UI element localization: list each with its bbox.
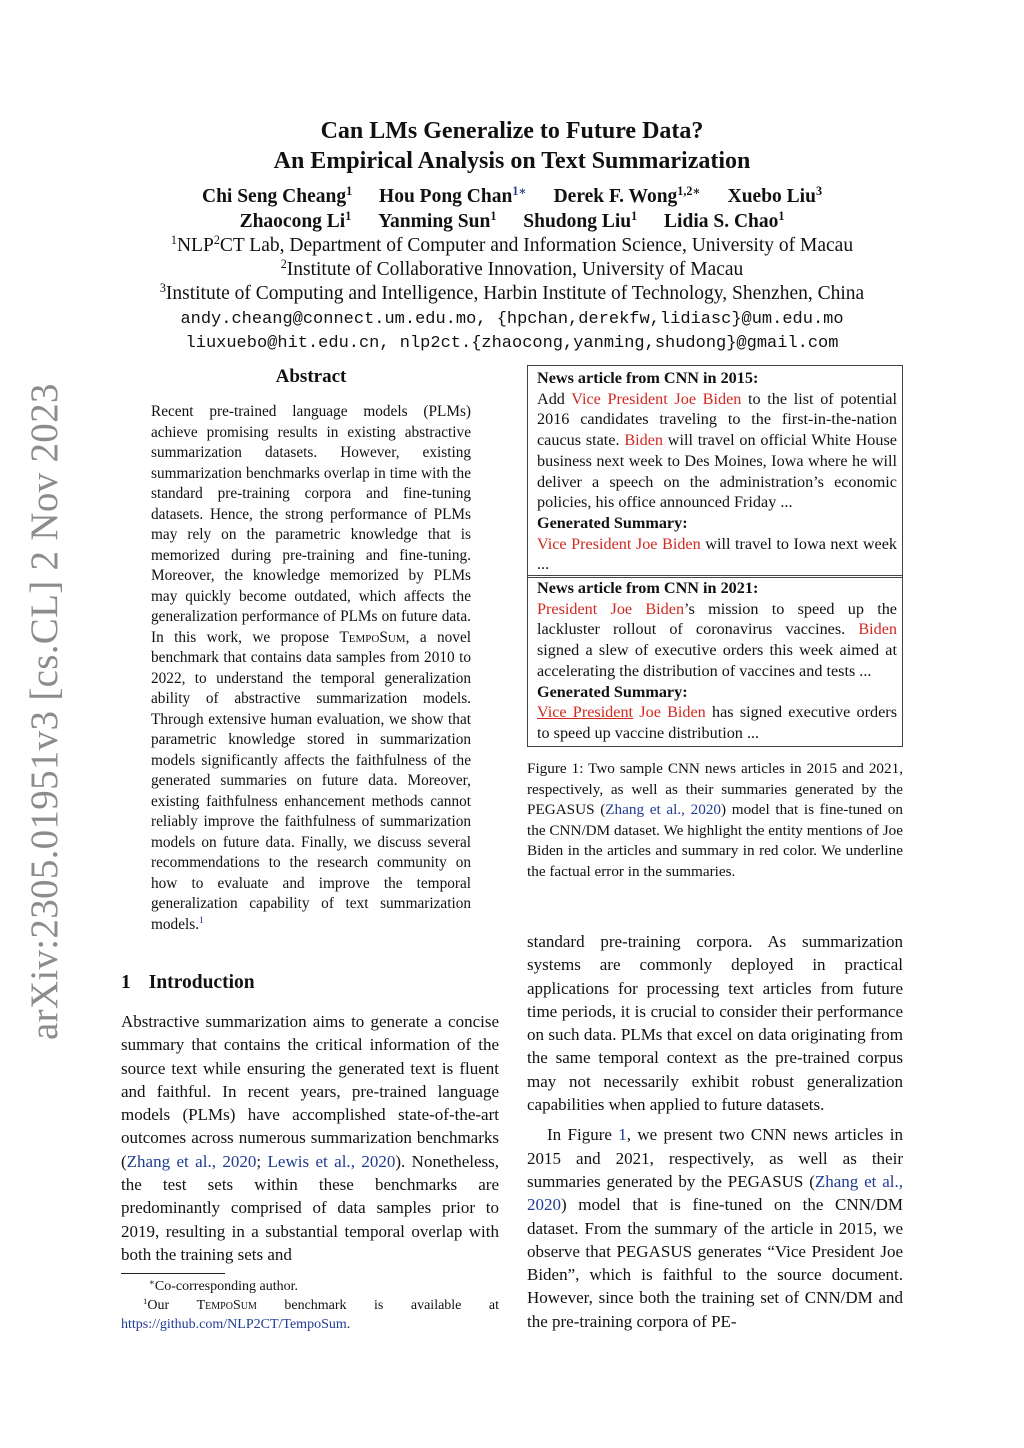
author-list xyxy=(110,184,914,234)
abstract-heading: Abstract xyxy=(275,366,347,387)
footnote-rule xyxy=(121,1273,225,1274)
entity-mention: Vice President Joe Biden xyxy=(537,534,701,553)
paper-header xyxy=(110,116,914,356)
affiliation-2: $^2$Institute of Collaborative Innovation, University of Macau xyxy=(280,257,744,280)
author: Lidia S. Chao$^1$ xyxy=(664,209,785,232)
author: Chi Seng Cheang$^1$ xyxy=(201,184,353,207)
arxiv-identifier-stamp: arXiv:2305.01951v3 [cs.CL] 2 Nov 2023 xyxy=(23,383,66,1040)
author: Xuebo Liu$^3$ xyxy=(727,184,822,207)
figure-caption: Figure 1: Two sample CNN news articles in 2015 and 2021, respectively, as well as their summaries generated by the PEGASUS (Zhang et al., 2020) model that is fine-tuned on the CNN/DM dataset. We highlight the entity mentions of Joe Biden in the articles and summary in red color. We underline the factual error in the summaries. xyxy=(527,760,903,880)
entity-mention: Vice President Joe Biden xyxy=(571,389,742,408)
citation-link[interactable]: Zhang et al., 2020 xyxy=(605,801,722,818)
section-heading: 1 Introduction xyxy=(121,972,255,993)
abstract-section xyxy=(151,366,471,935)
citation-link[interactable]: Lewis et al., 2020 xyxy=(267,1151,396,1171)
benchmark-name: TempoSum xyxy=(339,628,406,646)
news-box-2015 xyxy=(527,365,903,578)
news-heading: News article from CNN in 2021: xyxy=(537,579,759,597)
entity-mention: Biden xyxy=(624,431,663,450)
generated-summary: Vice President Joe Biden will travel to Iowa next week ... xyxy=(537,534,897,574)
news-article-text: President Joe Biden’s mission to speed up the lackluster rollout of coronavirus vaccines. Biden signed a slew of executive orders this week aimed at accelerating the distribution of vaccines and tests ... xyxy=(537,599,897,680)
affiliation-1: $^1$NLP$^2$CT Lab, Department of Computer and Information Science, University of Macau xyxy=(170,233,854,256)
news-box-2021 xyxy=(527,575,903,747)
author: Hou Pong Chan$^{1∗}$ xyxy=(379,184,527,207)
paper-title xyxy=(110,116,914,176)
title-line-2: An Empirical Analysis on Text Summarization xyxy=(273,148,751,174)
author: Shudong Liu$^1$ xyxy=(523,209,638,232)
summary-heading: Generated Summary: xyxy=(537,513,688,532)
entity-mention: Biden xyxy=(858,620,897,639)
footnotes xyxy=(121,1273,499,1334)
intro-paragraph: Abstractive summarization aims to generate a concise summary that contains the critical information of the source text while ensuring the generated text is fluent and faithful. In recent years, pre-trained language models (PLMs) have accomplished state-of-the-art outcomes across numerous summarization benchmarks (Zhang et al., 2020; Lewis et al., 2020). Nonetheless, the test sets within these benchmarks are predominantly comprised of data samples prior to 2019, resulting in a substantial temporal overlap with both the training sets and xyxy=(121,1012,500,1264)
footnote-corresponding: ∗Co-corresponding author. xyxy=(149,1277,298,1294)
citation-link[interactable]: Zhang et al., 2020 xyxy=(126,1151,257,1171)
figure-ref-link[interactable]: 1 xyxy=(618,1125,627,1145)
right-column-body xyxy=(527,930,903,1333)
entity-mention: President Joe Biden xyxy=(537,599,685,618)
introduction-section xyxy=(121,972,499,1266)
footnote-link[interactable]: 1 xyxy=(199,916,204,927)
abstract-body: Recent pre-trained language models (PLMs) achieve promising results in existing abstractive summarization datasets. However, existing summarization benchmarks overlap in time with the standard pre-training corpora and fine-tuning datasets. Hence, the strong performance of PLMs may rely on the parametric knowledge that is memorized during pre-training and fine-tuning. Moreover, the knowledge memorized by PLMs may quickly become outdated, which affects the generalization performance of PLMs on future data. In this work, we propose TempoSum, a novel benchmark that contains data samples from 2010 to 2022, to understand the temporal generalization ability of abstractive summarization models. Through extensive human evaluation, we show that parametric knowledge stored in summarization models significantly affects the faithfulness of the generated summaries on future data. Moreover, existing faithfulness enhancement methods cannot reliably improve the faithfulness of summarization models on future data. Finally, we discuss several recommendations to the research community on how to evaluate and improve the temporal generalization capability of text summarization models.$^1$ xyxy=(151,403,471,933)
generated-summary: Vice President Joe Biden has signed executive orders to speed up vaccine distribution ... xyxy=(537,703,898,742)
github-link[interactable]: https://github.com/NLP2CT/TempoSum xyxy=(121,1317,347,1332)
body-paragraph: standard pre-training corpora. As summarization systems are commonly deployed in practical applications for processing text articles from future time periods, it is crucial to consider their performance on such data. PLMs that excel on data originating from the same temporal context as the pre-trained corpus may not necessarily exhibit robust generalization capabilities when applied to future datasets. xyxy=(527,932,903,1115)
author-emails xyxy=(110,308,914,356)
factual-error-mention: Vice President xyxy=(537,703,634,722)
email-line-1: andy.cheang@connect.um.edu.mo, {hpchan,derekfw,lidiasc}@um.edu.mo xyxy=(180,310,844,329)
summary-heading: Generated Summary: xyxy=(537,682,688,701)
footnote-1: $^1$Our TempoSum benchmark is available at https://github.com/NLP2CT/TempoSum. xyxy=(121,1296,499,1332)
author: Zhaocong Li$^1$ xyxy=(239,209,352,232)
email-line-2: liuxuebo@hit.edu.cn, nlp2ct.{zhaocong,yanming,shudong}@gmail.com xyxy=(185,334,839,353)
title-line-1: Can LMs Generalize to Future Data? xyxy=(320,118,704,144)
entity-mention: Joe Biden xyxy=(639,703,706,722)
news-article-text: Add Vice President Joe Biden to the list of potential 2016 candidates traveling to the first-in-the-nation caucus state. Biden will travel on official White House business next week to Des Moines, Iowa where he will deliver a speech on the administration’s economic policies, his office announced Friday ... xyxy=(537,389,897,512)
author: Derek F. Wong$^{1,2∗}$ xyxy=(553,184,701,207)
news-heading: News article from CNN in 2015: xyxy=(537,369,759,387)
affiliation-3: $^3$Institute of Computing and Intelligence, Harbin Institute of Technology, Shenzhen, China xyxy=(159,281,865,304)
body-paragraph: In Figure 1, we present two CNN news articles in 2015 and 2021, respectively, as well as their summaries generated by the PEGASUS (Zhang et al., 2020) model that is fine-tuned on the CNN/DM dataset. From the summary of the article in 2015, we observe that PEGASUS generates “Vice President Joe Biden”, which is faithful to the source document. However, since both the training set of CNN/DM and the pre-training corpora of PE- xyxy=(527,1125,903,1331)
author: Yanming Sun$^1$ xyxy=(378,209,497,232)
citation-link[interactable]: Zhang et al., 2020 xyxy=(527,1171,903,1215)
